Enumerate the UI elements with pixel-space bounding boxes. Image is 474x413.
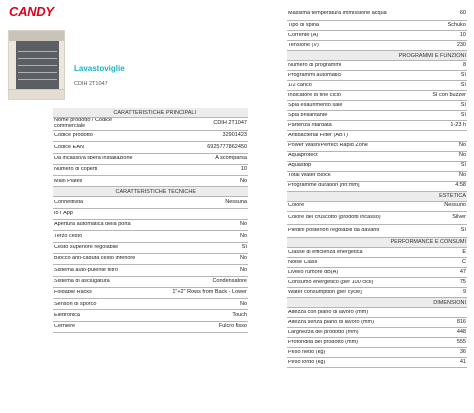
spec-value: Sì (241, 244, 247, 251)
spec-label: Codice EAN (54, 144, 84, 150)
spec-row (287, 318, 467, 328)
spec-label: Aquaprotect (288, 153, 318, 159)
spec-label: Antibacterial Filter (ABT) (288, 133, 348, 139)
spec-value: 10 (240, 166, 247, 173)
spec-row (287, 358, 467, 368)
spec-label: Profondità del prodotto (mm) (288, 339, 359, 345)
spec-row (287, 21, 467, 31)
spec-value: Silver (452, 214, 466, 220)
spec-value: 448 (456, 328, 466, 335)
spec-value: Nessuno (444, 202, 466, 209)
spec-label: Maxi Plates (54, 178, 83, 184)
spec-label: Cerniere (54, 324, 76, 330)
spec-label: IoT App (54, 211, 73, 217)
spec-label: Connettività (54, 199, 84, 205)
spec-label: Tensione (V) (288, 42, 319, 48)
section-header: PROGRAMMI E FUNZIONI (287, 51, 467, 61)
spec-row (53, 197, 248, 208)
spec-label: Altezza con piano di lavoro (mm) (288, 309, 369, 315)
section-header: PERFORMANCE E CONSUMI (287, 238, 467, 248)
product-title: Lavastoviglie (74, 64, 125, 73)
spec-value: Schuko (447, 21, 466, 28)
spec-value: 4:58 (455, 182, 466, 189)
spec-value: 230 (456, 41, 466, 48)
spec-value: Sì (460, 71, 466, 78)
right-spec-table (287, 8, 467, 368)
spec-label: Peso lordo (kg) (288, 359, 326, 365)
spec-value: No (239, 300, 247, 307)
spec-row (287, 182, 467, 192)
spec-row (53, 131, 248, 142)
spec-row (287, 225, 467, 238)
spec-row (53, 299, 248, 310)
spec-value: Condensatore (212, 277, 247, 284)
spec-label: Aquastop (288, 163, 312, 169)
spec-value: Sì (460, 112, 466, 119)
spec-row (287, 308, 467, 318)
spec-label: Total Water Block (288, 173, 331, 179)
spec-label: Terzo cesto (54, 233, 83, 239)
spec-label: Codice prodotto (54, 133, 93, 139)
spec-row (287, 131, 467, 141)
spec-value: No (458, 142, 466, 149)
spec-row (287, 121, 467, 131)
spec-label: Larghezza del prodotto (mm) (288, 329, 359, 335)
spec-row (287, 258, 467, 268)
spec-value: No (239, 255, 247, 262)
spec-label: Consumo energetico (per 100 cicli) (288, 279, 374, 285)
spec-label: Piedini posteriori regolabili da davanti (288, 228, 380, 233)
spec-label: Elettronica (54, 312, 80, 318)
spec-row (287, 91, 467, 101)
spec-row (287, 248, 467, 258)
spec-value: 555 (456, 338, 466, 345)
product-code: CDIH 2T1047 (74, 81, 108, 87)
spec-label: Programme duration [hh:mm] (288, 183, 360, 189)
spec-value: A scomparsa (215, 154, 247, 161)
spec-value: No (239, 266, 247, 273)
spec-row (287, 31, 467, 41)
left-spec-table (53, 108, 248, 333)
spec-value: 1-23 h (450, 122, 466, 129)
spec-row (287, 172, 467, 182)
spec-row (287, 152, 467, 162)
spec-label: Power Wash/Perfect Rapid Zone (288, 143, 368, 149)
section-header: CARATTERISTICHE TECNICHE (53, 187, 248, 197)
spec-label: Nome prodotto / Codice commerciale (54, 118, 113, 129)
spec-row (287, 288, 467, 298)
spec-label: Massima temperatura immissione acqua (288, 11, 387, 17)
spec-row (287, 8, 467, 21)
spec-label: Spia esaurimento sale (288, 103, 343, 109)
spec-value: 9 (462, 288, 466, 295)
spec-label: Corrente (A) (288, 32, 319, 38)
spec-value: Nessuna (225, 198, 247, 205)
spec-label: Water consumption [per cycle] (288, 289, 362, 295)
spec-value: 816 (456, 318, 466, 325)
spec-value: 8 (462, 61, 466, 68)
section-header: ESTETICA (287, 192, 467, 202)
spec-value: 32901423 (222, 132, 247, 139)
spec-label: Da incasso/a libera installazione (54, 155, 133, 161)
spec-row (53, 118, 248, 131)
spec-row (53, 243, 248, 254)
section-header: CARATTERISTICHE PRINCIPALI (53, 108, 248, 118)
spec-label: Blocco anti-caduta cesto inferiore (54, 256, 136, 262)
spec-row (53, 277, 248, 288)
spec-row (53, 322, 248, 333)
spec-row (53, 265, 248, 276)
spec-value: 41 (459, 358, 466, 365)
spec-label: Altezza senza piano di lavoro (mm) (288, 319, 374, 325)
spec-label: Apertura automatica della porta (54, 222, 131, 228)
spec-value: 60 (459, 10, 466, 17)
spec-label: Programmi automatici (288, 72, 342, 78)
spec-value: Sì (460, 102, 466, 109)
spec-row (287, 162, 467, 172)
spec-value: 75 (459, 278, 466, 285)
spec-row (53, 231, 248, 242)
spec-label: Numero di coperti (54, 167, 98, 173)
spec-row (53, 209, 248, 220)
spec-value: Sì (460, 81, 466, 88)
spec-row (53, 176, 248, 187)
brand-name: CANDY (9, 4, 54, 19)
spec-value: No (458, 152, 466, 159)
product-photo (8, 30, 65, 100)
spec-row (287, 338, 467, 348)
spec-value: 10 (459, 31, 466, 38)
spec-label: Classe di efficienza energetica (288, 249, 363, 255)
spec-row (53, 154, 248, 165)
spec-value: 6925777862450 (207, 143, 247, 150)
spec-value: E (462, 248, 466, 255)
spec-value: Touch (232, 311, 247, 318)
spec-label: Sistema auto-pulente filtro (54, 267, 118, 273)
spec-value: Fulcro fisso (218, 323, 247, 330)
spec-label: Cesto superiore regolabile (54, 245, 119, 251)
spec-label: Foldable Racks (54, 290, 92, 296)
spec-label: Indicatore di fine ciclo (288, 93, 341, 98)
spec-value: 36 (459, 348, 466, 355)
spec-value: Sì con buzzer (432, 92, 466, 98)
spec-row (287, 142, 467, 152)
spec-row (53, 254, 248, 265)
spec-value: No (458, 172, 466, 179)
spec-label: Sensori di sporco (54, 301, 97, 307)
spec-value: 1"+2" Rows from Back - Lower (172, 289, 247, 296)
spec-label: Colore del cruscotto (prodotti incasso) (288, 215, 381, 220)
spec-value: 47 (459, 268, 466, 275)
spec-value: Sì (460, 227, 466, 233)
spec-label: Numero di programmi (288, 62, 342, 68)
spec-value: No (239, 177, 247, 184)
spec-row (53, 142, 248, 153)
spec-row (287, 348, 467, 358)
spec-row (287, 41, 467, 51)
spec-value: CDIH 2T1047 (213, 120, 247, 127)
spec-label: Tipo di spina (288, 22, 319, 28)
spec-row (287, 61, 467, 71)
spec-row (287, 71, 467, 81)
spec-label: Partenza ritardata (288, 123, 332, 129)
spec-row (53, 220, 248, 231)
spec-row (53, 288, 248, 299)
spec-row (53, 310, 248, 321)
spec-row (287, 111, 467, 121)
spec-row (287, 202, 467, 212)
spec-label: Colore (288, 203, 305, 209)
spec-row (287, 328, 467, 338)
section-header: DIMENSIONI (287, 298, 467, 308)
spec-label: 1/2 carico (288, 82, 312, 88)
spec-row (53, 165, 248, 176)
spec-label: Livello rumore dB(A) (288, 269, 339, 275)
spec-label: Peso netto (kg) (288, 349, 326, 355)
spec-row (287, 278, 467, 288)
spec-label: Spia brillantante (288, 113, 328, 119)
spec-value: No (239, 221, 247, 228)
spec-label: Sistema di asciugatura (54, 278, 110, 284)
spec-value: C (462, 258, 466, 265)
spec-row (287, 212, 467, 225)
brand-logo (9, 4, 54, 19)
spec-row (287, 101, 467, 111)
spec-label: Noise Class (288, 259, 318, 265)
spec-value: No (239, 232, 247, 239)
spec-value: Sì (460, 162, 466, 169)
spec-row (287, 81, 467, 91)
spec-row (287, 268, 467, 278)
